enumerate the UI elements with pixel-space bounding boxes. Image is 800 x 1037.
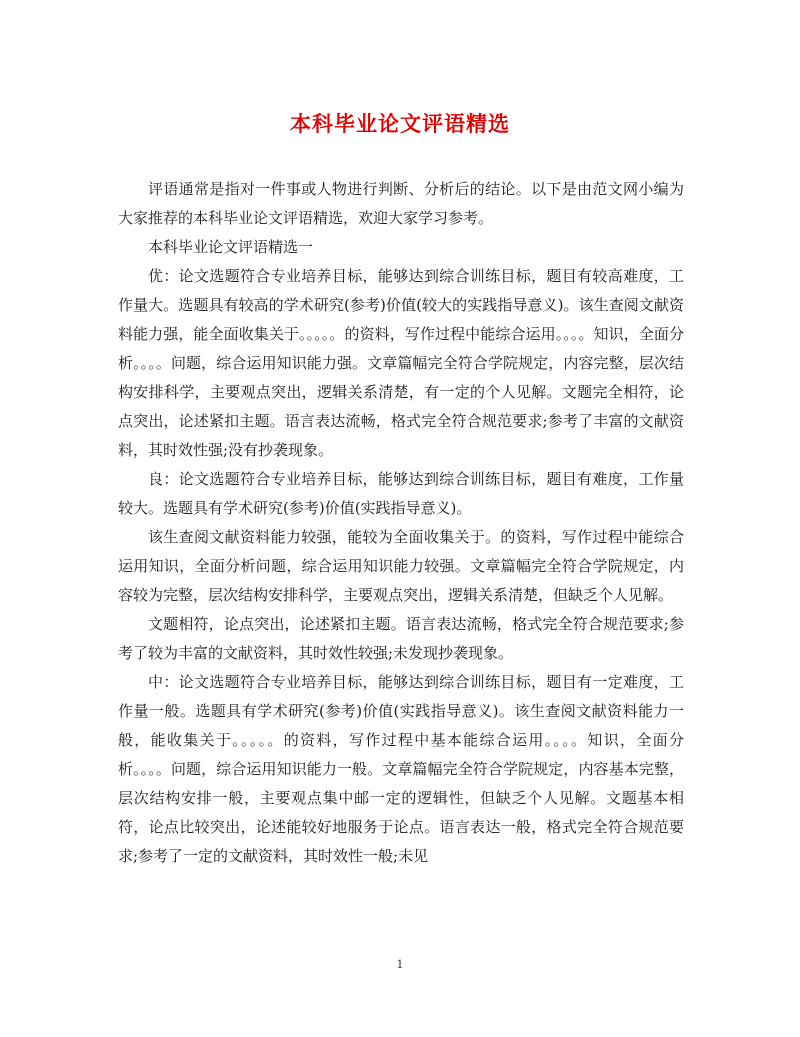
good-grade-paragraph-3: 文题相符，论点突出，论述紧扣主题。语言表达流畅，格式完全符合规范要求;参考了较为丰富的文献资料，其时效性较强;未发现抄袭现象。 <box>118 615 684 662</box>
medium-grade-paragraph: 中：论文选题符合专业培养目标，能够达到综合训练目标，题目有一定难度，工作量一般。选题具有学术研究(参考)价值(实践指导意义)。该生查阅文献资料能力一般，能收集关于。。。。。的资料，写作过程中基本能综合运用。。。。知识，全面分析。。。。问题，综合运用知识能力一般。文章篇幅完全符合学院规定，内容基本完整，层次结构安排一般，主要观点集中邮一定的逻辑性，但缺乏个人见解。文题基本相符，论点比较突出，论述能较好地服务于论点。语言表达一般，格式完全符合规范要求;参考了一定的文献资料，其时效性一般;未见 <box>118 673 684 865</box>
good-grade-paragraph-2: 该生查阅文献资料能力较强，能较为全面收集关于。的资料，写作过程中能综合运用知识，全面分析问题，综合运用知识能力较强。文章篇幅完全符合学院规定，内容较为完整，层次结构安排科学，主要观点突出，逻辑关系清楚，但缺乏个人见解。 <box>118 528 684 604</box>
document-body <box>118 175 684 871</box>
excellent-grade-paragraph: 优：论文选题符合专业培养目标，能够达到综合训练目标，题目有较高难度，工作量大。选题具有较高的学术研究(参考)价值(较大的实践指导意义)。该生查阅文献资料能力强，能全面收集关于。。。。。的资料，写作过程中能综合运用。。。。知识，全面分析。。。。问题，综合运用知识能力强。文章篇幅完全符合学院规定，内容完整，层次结构安排科学，主要观点突出，逻辑关系清楚，有一定的个人见解。文题完全相符，论点突出，论述紧扣主题。语言表达流畅，格式完全符合规范要求;参考了丰富的文献资料，其时效性强;没有抄袭现象。 <box>118 267 684 459</box>
intro-paragraph: 评语通常是指对一件事或人物进行判断、分析后的结论。以下是由范文网小编为大家推荐的本科毕业论文评语精选，欢迎大家学习参考。 <box>118 180 684 227</box>
document-title: 本科毕业论文评语精选 <box>290 111 510 136</box>
section-heading: 本科毕业论文评语精选一 <box>148 238 314 256</box>
good-grade-paragraph: 良：论文选题符合专业培养目标，能够达到综合训练目标，题目有难度，工作量较大。选题具有学术研究(参考)价值(实践指导意义)。 <box>118 470 684 517</box>
page-number: 1 <box>396 958 404 971</box>
